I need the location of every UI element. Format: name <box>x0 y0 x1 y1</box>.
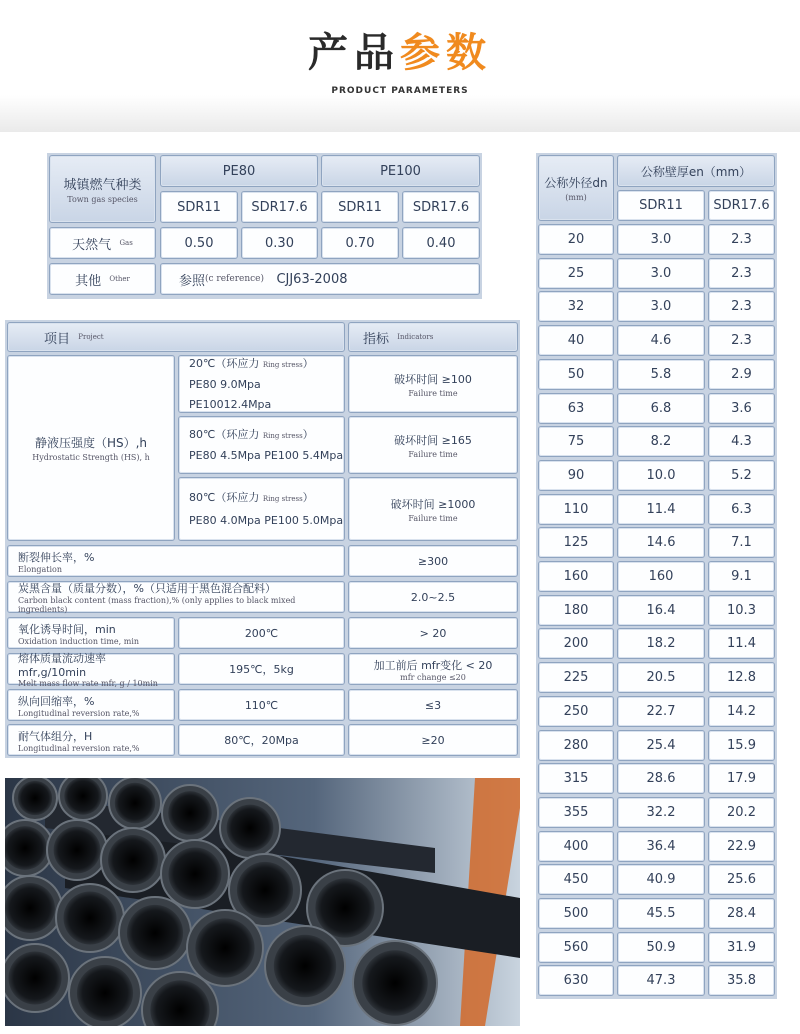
dim-sdr17-value: 4.3 <box>708 426 775 457</box>
reversion-value: ≤3 <box>348 689 518 721</box>
hs-cond-3 <box>178 477 345 541</box>
dim-wall-header: 公称壁厚en（mm） <box>617 155 775 187</box>
dim-sdr11-value: 28.6 <box>617 763 705 794</box>
hs-cond-2-values: PE80 4.5Mpa PE100 5.4Mpa <box>189 448 344 462</box>
pipe-bore <box>77 965 133 1021</box>
dim-sdr17-value: 6.3 <box>708 494 775 525</box>
mfr-en: Melt mass flow rate mfr, g / 10min <box>18 679 158 688</box>
page-subtitle: PRODUCT PARAMETERS <box>331 86 469 96</box>
dim-sdr11-value: 18.2 <box>617 628 705 659</box>
pipe-bore <box>5 883 55 933</box>
reversion-condition: 110℃ <box>178 689 345 721</box>
hs-cond-2-temp: 80℃（环应力 <box>189 427 260 441</box>
hs-ind-3 <box>348 477 518 541</box>
dim-sdr11-value: 40.9 <box>617 864 705 895</box>
gas-resistance-en: Longitudinal reversion rate,% <box>18 743 140 753</box>
pipe-bore <box>362 950 428 1016</box>
dim-od-header <box>538 155 614 221</box>
dim-od-unit: (mm) <box>565 193 587 202</box>
prop-head-project-en: Project <box>78 333 104 341</box>
hs-ind-2-cn: 破坏时间 ≥165 <box>394 433 472 447</box>
pipe-bore <box>8 951 61 1004</box>
dim-sdr11: SDR11 <box>617 190 705 221</box>
gas-row-en: Gas <box>119 239 133 247</box>
oit-value: > 20 <box>348 617 518 649</box>
pipe-photo <box>5 778 520 1026</box>
dim-sdr11-value: 5.8 <box>617 359 705 390</box>
dim-od: 630 <box>538 965 614 996</box>
dim-od: 250 <box>538 696 614 727</box>
dim-sdr11-value: 10.0 <box>617 460 705 491</box>
reversion-en: Longitudinal reversion rate,% <box>18 708 140 718</box>
dim-sdr11-value: 47.3 <box>617 965 705 996</box>
hs-cond-1 <box>178 355 345 413</box>
hs-label-en: Hydrostatic Strength (HS), h <box>32 453 150 462</box>
dim-sdr11-value: 45.5 <box>617 898 705 929</box>
hs-cond-1-values: PE80 9.0Mpa PE10012.4Mpa <box>189 377 272 411</box>
mfr-value-cn: 加工前后 mfr变化 < 20 <box>373 658 493 672</box>
pipe-bore <box>115 783 156 824</box>
elongation-label <box>7 545 345 577</box>
dim-sdr11-value: 160 <box>617 561 705 592</box>
dim-sdr11-value: 3.0 <box>617 258 705 289</box>
gas-value-2: 0.30 <box>241 227 318 259</box>
dim-od: 50 <box>538 359 614 390</box>
hs-ind-3-cn: 破坏时间 ≥1000 <box>390 497 476 511</box>
prop-head-project-cn: 项目 <box>44 331 71 347</box>
group-pe100: PE100 <box>321 155 480 187</box>
dim-od: 40 <box>538 325 614 356</box>
pipe-illustration <box>5 778 520 1026</box>
other-row-label <box>49 263 156 295</box>
dim-od: 225 <box>538 662 614 693</box>
pipe-bore <box>195 918 254 977</box>
dim-sdr17-value: 11.4 <box>708 628 775 659</box>
gas-row-label <box>49 227 156 259</box>
prop-head-project <box>7 322 345 352</box>
hs-cond-1-stress: Ring stress <box>262 360 303 369</box>
pipe-bore <box>274 935 336 997</box>
elongation-cn: 断裂伸长率，% <box>18 550 95 564</box>
other-row-en: Other <box>109 275 130 283</box>
other-ref-cn: 参照 <box>179 273 206 289</box>
title-part1: 产品 <box>308 30 400 76</box>
dim-sdr17-value: 12.8 <box>708 662 775 693</box>
mfr-value <box>348 653 518 685</box>
dim-od: 400 <box>538 831 614 862</box>
oit-cn: 氧化诱导时间，min <box>18 622 116 636</box>
dim-od: 63 <box>538 393 614 424</box>
dim-sdr11-value: 25.4 <box>617 730 705 761</box>
mfr-label <box>7 652 175 688</box>
gas-resistance-value: ≥20 <box>348 724 518 756</box>
dim-od: 450 <box>538 864 614 895</box>
pipe-bore <box>54 827 101 874</box>
gas-value-1: 0.50 <box>160 227 238 259</box>
carbon-label <box>7 581 345 613</box>
dim-od: 500 <box>538 898 614 929</box>
dim-sdr11-value: 50.9 <box>617 932 705 963</box>
gas-row-cn: 天然气 <box>72 237 112 253</box>
carbon-value: 2.0~2.5 <box>348 581 518 613</box>
dim-od: 90 <box>538 460 614 491</box>
gas-value-3: 0.70 <box>321 227 399 259</box>
mfr-value-en: mfr change ≤20 <box>400 672 466 682</box>
dim-sdr11-value: 4.6 <box>617 325 705 356</box>
dim-sdr17-value: 2.3 <box>708 258 775 289</box>
mfr-cn: 熔体质量流动速率mfr,g/10min <box>18 652 106 679</box>
pipe-bore <box>227 805 274 852</box>
pipe-bore <box>63 891 116 944</box>
dim-sdr17-value: 2.3 <box>708 291 775 322</box>
dim-sdr11-value: 6.8 <box>617 393 705 424</box>
elongation-value: ≥300 <box>348 545 518 577</box>
dim-sdr11-value: 14.6 <box>617 527 705 558</box>
dim-od: 180 <box>538 595 614 626</box>
dim-sdr17-value: 2.3 <box>708 325 775 356</box>
dim-sdr17-value: 22.9 <box>708 831 775 862</box>
hs-cond-3-values: PE80 4.0Mpa PE100 5.0Mpa <box>189 513 344 527</box>
dim-sdr11-value: 32.2 <box>617 797 705 828</box>
carbon-en: Carbon black content (mass fraction),% (only applies to black mixed ingredients) <box>18 596 296 614</box>
dim-sdr17-value: 2.9 <box>708 359 775 390</box>
hs-cond-2-close: ） <box>302 427 314 441</box>
dim-sdr11-value: 36.4 <box>617 831 705 862</box>
hs-ind-2 <box>348 416 518 474</box>
dim-od: 110 <box>538 494 614 525</box>
dim-od: 560 <box>538 932 614 963</box>
dim-sdr17-value: 28.4 <box>708 898 775 929</box>
dim-sdr11-value: 20.5 <box>617 662 705 693</box>
dim-sdr17-value: 10.3 <box>708 595 775 626</box>
gas-sdr-1: SDR11 <box>160 191 238 223</box>
dim-sdr17: SDR17.6 <box>708 190 775 221</box>
group-pe80: PE80 <box>160 155 318 187</box>
hs-cond-3-stress: Ring stress <box>262 494 303 503</box>
dim-od: 32 <box>538 291 614 322</box>
reversion-cn: 纵向回缩率，% <box>18 694 95 708</box>
pipe-bore <box>5 826 47 870</box>
dim-sdr17-value: 3.6 <box>708 393 775 424</box>
other-ref-en: (c reference) <box>205 274 265 284</box>
dim-sdr17-value: 17.9 <box>708 763 775 794</box>
gas-resistance-cn: 耐气体组分，H <box>18 729 93 743</box>
gas-corner-en: Town gas species <box>67 195 138 204</box>
mfr-condition: 195℃，5kg <box>178 653 345 685</box>
hs-cond-3-temp: 80℃（环应力 <box>189 490 260 504</box>
dim-sdr17-value: 31.9 <box>708 932 775 963</box>
dim-sdr17-value: 25.6 <box>708 864 775 895</box>
dim-sdr17-value: 7.1 <box>708 527 775 558</box>
gas-corner-cn: 城镇燃气种类 <box>63 178 142 193</box>
dim-sdr11-value: 11.4 <box>617 494 705 525</box>
dim-od: 200 <box>538 628 614 659</box>
pipe-bore <box>168 847 221 900</box>
pipe-bore <box>127 905 183 961</box>
dim-od: 25 <box>538 258 614 289</box>
hs-label-cn: 静液压强度（HS）,h <box>34 436 148 450</box>
prop-head-ind-cn: 指标 <box>363 331 390 347</box>
dim-od: 75 <box>538 426 614 457</box>
gas-sdr-3: SDR11 <box>321 191 399 223</box>
hs-cond-1-close: ） <box>302 356 314 370</box>
dim-od: 315 <box>538 763 614 794</box>
pipe-bore <box>237 862 293 918</box>
pipe-bore <box>64 778 101 815</box>
oit-condition: 200℃ <box>178 617 345 649</box>
hs-ind-3-en: Failure time <box>408 513 458 523</box>
pipe-bore <box>315 878 374 937</box>
hs-cond-2-stress: Ring stress <box>262 431 303 440</box>
gas-corner-cell <box>49 155 156 223</box>
hs-label-cell <box>7 355 175 541</box>
other-ref-code: CJJ63-2008 <box>276 271 348 287</box>
gas-sdr-4: SDR17.6 <box>402 191 480 223</box>
gas-sdr-2: SDR17.6 <box>241 191 318 223</box>
other-reference <box>160 263 480 295</box>
oit-en: Oxidation induction time, min <box>18 636 140 646</box>
hs-ind-1-en: Failure time <box>408 388 458 398</box>
dim-od: 160 <box>538 561 614 592</box>
dim-sdr17-value: 35.8 <box>708 965 775 996</box>
page-title <box>0 30 800 76</box>
prop-head-indicators <box>348 322 518 352</box>
oit-label <box>7 617 175 649</box>
pipe-bore <box>168 791 212 835</box>
dim-sdr17-value: 9.1 <box>708 561 775 592</box>
pipe-bore <box>108 835 158 885</box>
hs-ind-2-en: Failure time <box>408 449 458 459</box>
hs-ind-1-cn: 破坏时间 ≥100 <box>394 372 472 386</box>
pipe-bore <box>18 781 52 815</box>
dim-sdr17-value: 14.2 <box>708 696 775 727</box>
dim-sdr11-value: 16.4 <box>617 595 705 626</box>
dim-od: 355 <box>538 797 614 828</box>
dim-sdr17-value: 15.9 <box>708 730 775 761</box>
prop-head-ind-en: Indicators <box>397 333 434 341</box>
hs-ind-1 <box>348 355 518 413</box>
dim-sdr11-value: 3.0 <box>617 224 705 255</box>
gas-resistance-condition: 80℃，20Mpa <box>178 724 345 756</box>
hs-cond-1-temp: 20℃（环应力 <box>189 356 260 370</box>
other-row-cn: 其他 <box>75 273 102 289</box>
dim-sdr11-value: 3.0 <box>617 291 705 322</box>
carbon-cn: 炭黑含量（质量分数），%（只适用于黑色混合配料） <box>18 582 276 595</box>
hs-cond-2 <box>178 416 345 474</box>
dim-sdr11-value: 8.2 <box>617 426 705 457</box>
title-part2: 参数 <box>400 30 492 76</box>
dim-od: 280 <box>538 730 614 761</box>
dim-sdr17-value: 20.2 <box>708 797 775 828</box>
gas-resistance-label <box>7 724 175 756</box>
reversion-label <box>7 689 175 721</box>
gas-value-4: 0.40 <box>402 227 480 259</box>
dim-sdr11-value: 22.7 <box>617 696 705 727</box>
dim-od-cn: 公称外径dn <box>544 176 608 190</box>
dim-od: 20 <box>538 224 614 255</box>
dim-sdr17-value: 5.2 <box>708 460 775 491</box>
dim-sdr17-value: 2.3 <box>708 224 775 255</box>
elongation-en: Elongation <box>18 564 62 574</box>
dim-od: 125 <box>538 527 614 558</box>
hs-cond-3-close: ） <box>302 490 314 504</box>
